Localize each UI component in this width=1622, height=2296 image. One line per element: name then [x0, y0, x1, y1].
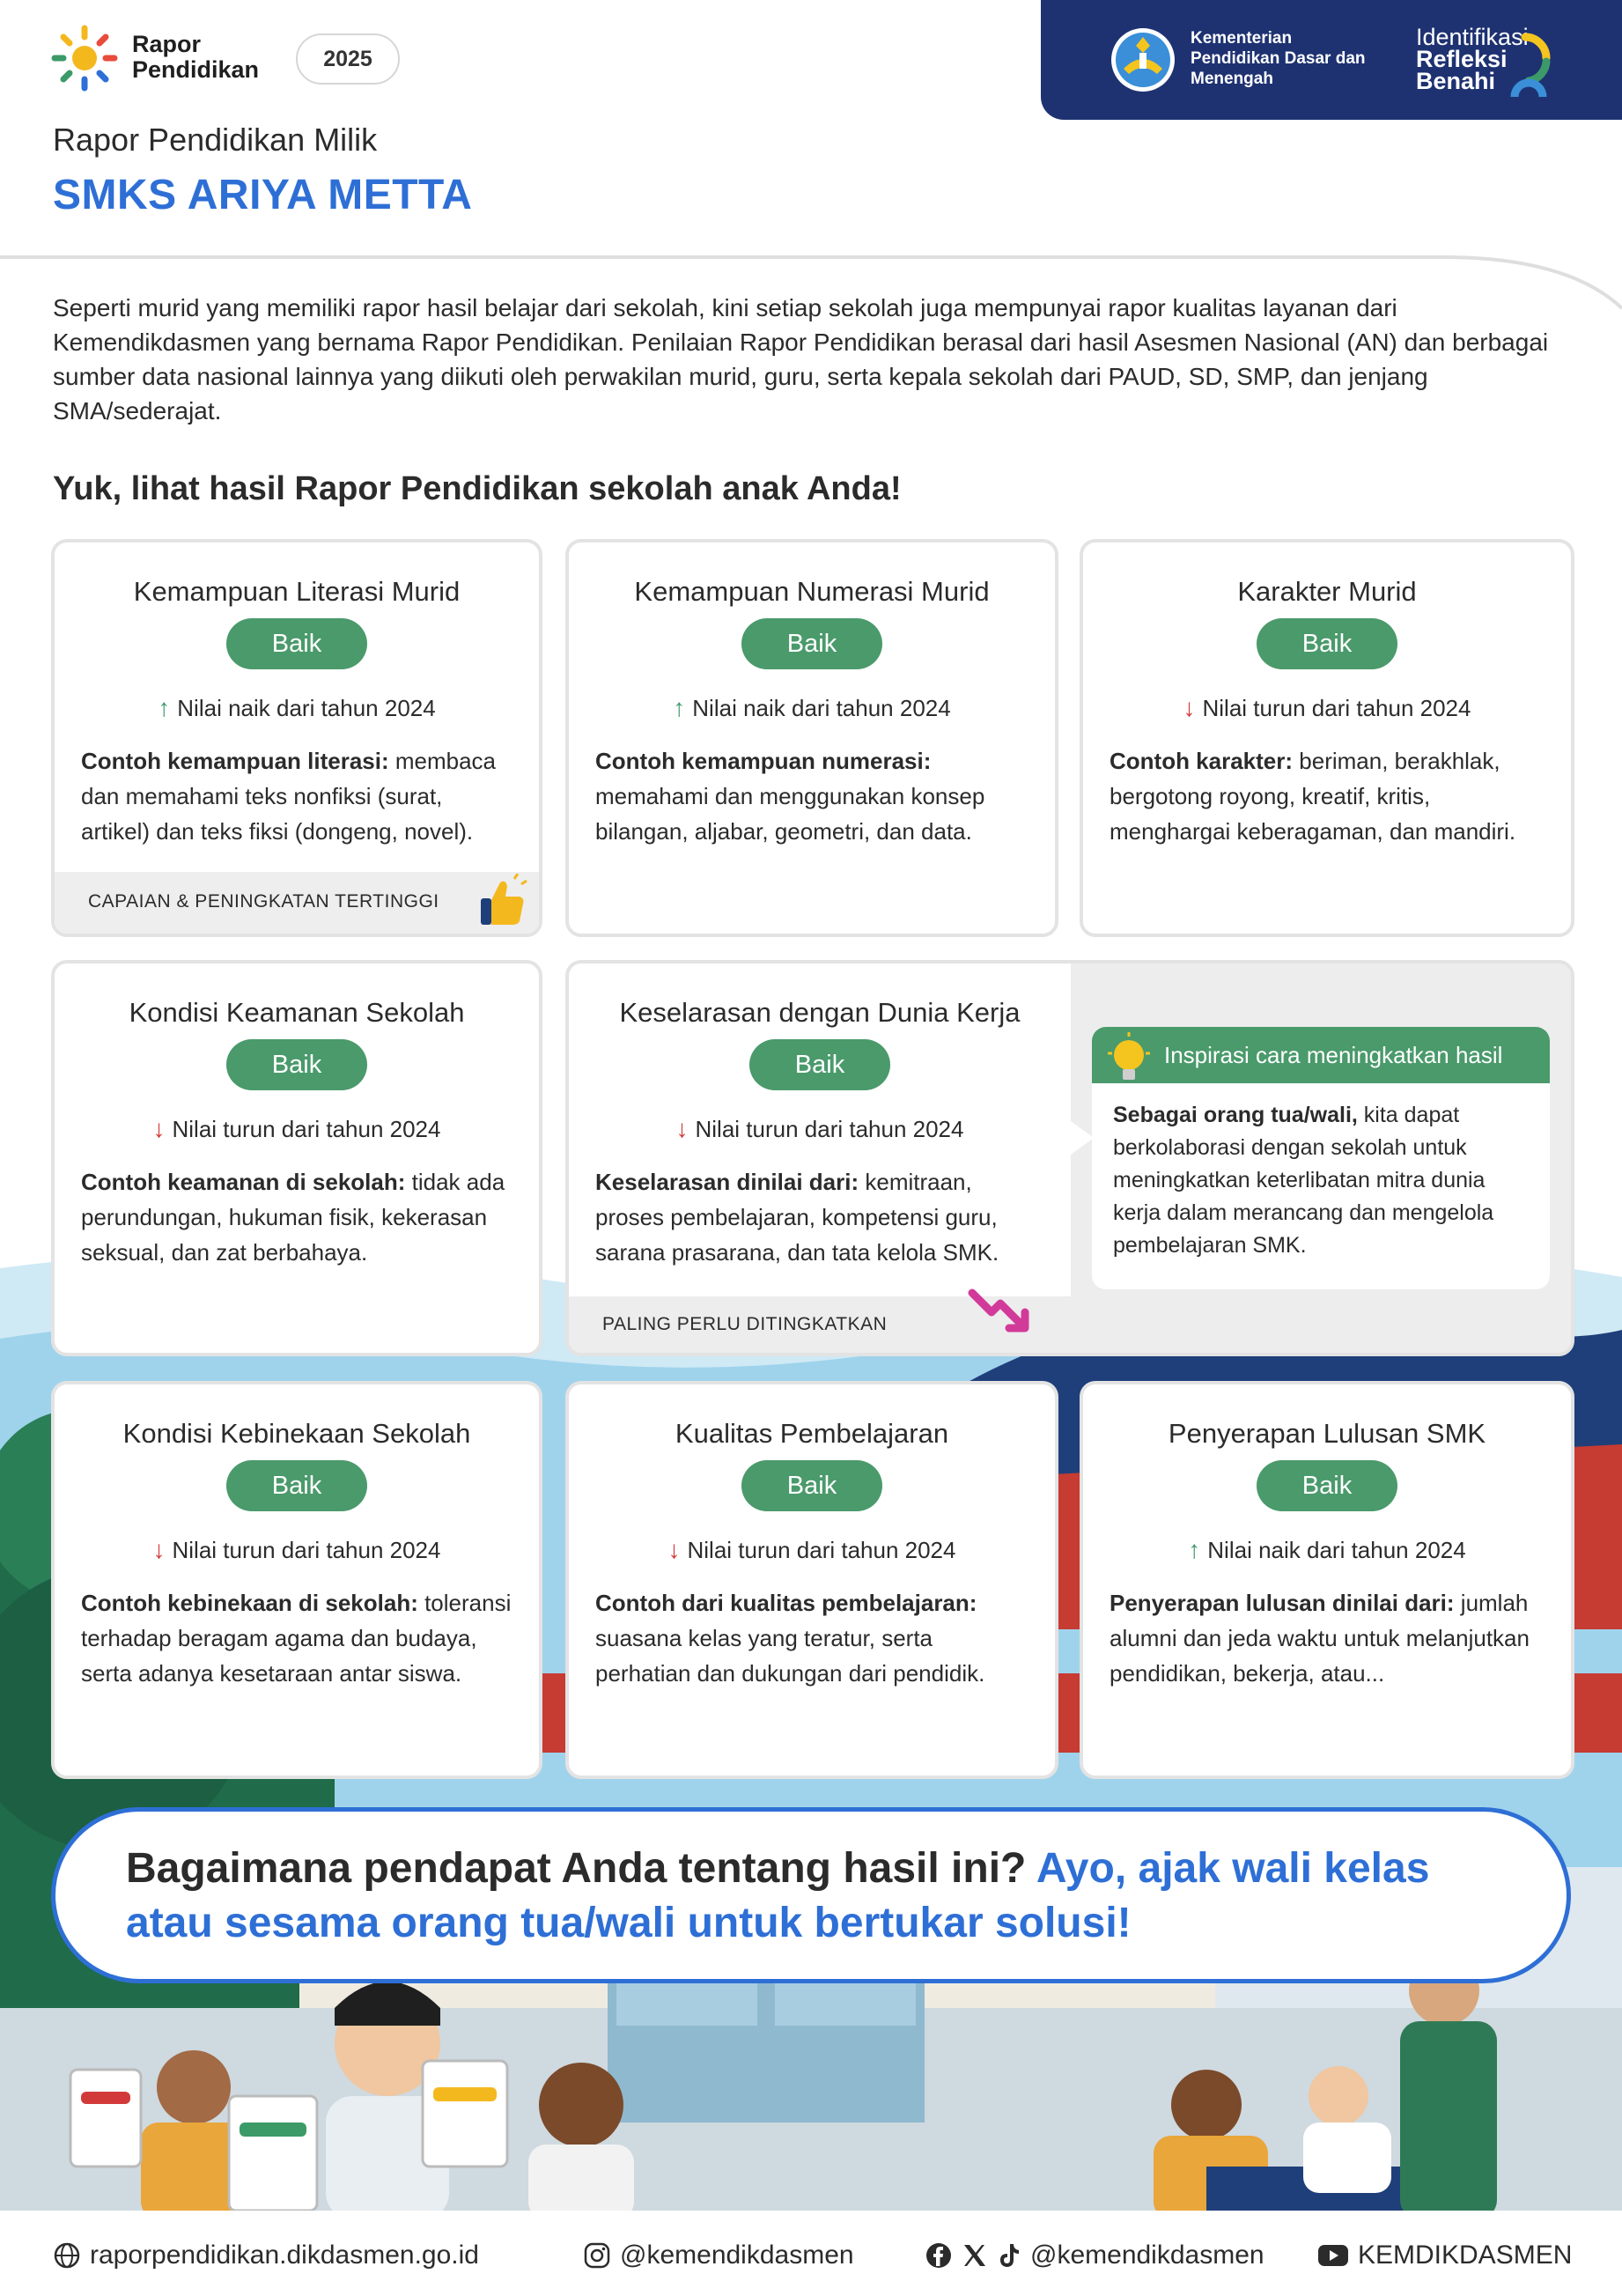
logo-line-1: Rapor — [132, 31, 202, 57]
description-text: toleransi terhadap beragam agama dan budaya, serta adanya kesetaraan antar siswa. — [81, 1590, 512, 1687]
status-badge: Baik — [741, 618, 882, 669]
description-label: Keselarasan dinilai dari: — [595, 1169, 859, 1195]
ministry-line-1: Kementerian — [1191, 29, 1293, 48]
trend-text — [1083, 1536, 1571, 1564]
description-text: suasana kelas yang teratur, serta perhatian dan dukungan dari pendidik. — [595, 1625, 985, 1687]
instagram-handle[interactable]: @kemendikdasmen — [620, 2241, 854, 2270]
tip-box — [1092, 1027, 1550, 1289]
status-badge: Baik — [749, 1039, 890, 1090]
trend-label: Nilai turun dari tahun 2024 — [1202, 695, 1471, 721]
irb-line-3: Benahi — [1416, 68, 1496, 94]
card-title: Karakter Murid — [1237, 576, 1417, 607]
card-title: Kemampuan Numerasi Murid — [634, 576, 990, 607]
globe-icon — [53, 2241, 81, 2270]
needs-improvement-label: PALING PERLU DITINGKATKAN — [602, 1314, 888, 1334]
footer-website[interactable] — [53, 2241, 479, 2270]
trend-label: Nilai naik dari tahun 2024 — [1207, 1537, 1466, 1563]
card-description — [1110, 1585, 1545, 1691]
card-keselarasan-main — [569, 963, 1071, 1296]
footer-youtube[interactable] — [1317, 2241, 1572, 2270]
trend-text — [55, 694, 539, 722]
irb-line-2: Refleksi — [1416, 46, 1508, 72]
description-text: kemitraan, proses pembelajaran, kompetensi guru, sarana prasarana, dan tata kelola SMK. — [595, 1169, 999, 1266]
card-description — [595, 743, 1028, 849]
year-badge: 2025 — [296, 33, 400, 85]
status-badge: Baik — [226, 1460, 367, 1511]
card-numerasi — [565, 539, 1058, 937]
logo-line-2: Pendidikan — [132, 56, 260, 83]
description-text: tidak ada perundungan, hukuman fisik, kekerasan seksual, dan zat berbahaya. — [81, 1169, 505, 1266]
facebook-icon — [925, 2241, 953, 2270]
cta-action: Ayo, ajak wali kelas atau sesama orang tua/wali untuk bertukar solusi! — [126, 1845, 1430, 1946]
section-title: Yuk, lihat hasil Rapor Pendidikan sekolah anak Anda! — [53, 470, 902, 507]
card-penyerapan-lulusan — [1080, 1381, 1574, 1779]
card-description — [595, 1585, 1028, 1691]
youtube-icon — [1317, 2243, 1349, 2268]
ministry-line-3: Menengah — [1191, 70, 1273, 88]
school-name: SMKS ARIYA METTA — [53, 172, 473, 218]
trend-down-icon — [967, 1286, 1037, 1347]
description-label: Contoh kebinekaan di sekolah: — [81, 1590, 418, 1616]
description-label: Contoh karakter: — [1110, 748, 1294, 774]
arrow-up-icon: ↑ — [673, 694, 686, 721]
card-footer — [55, 872, 539, 934]
card-keselarasan — [565, 960, 1574, 1356]
description-text: beriman, berakhlak, bergotong royong, kreatif, kritis, menghargai keberagaman, dan mandiri. — [1110, 748, 1516, 845]
status-badge: Baik — [226, 618, 367, 669]
irb-line-1: Identifikasi — [1416, 24, 1529, 50]
trend-text — [1083, 694, 1571, 722]
status-badge: Baik — [1257, 618, 1397, 669]
description-text: memahami dan menggunakan konsep bilangan, aljabar, geometri, dan data. — [595, 783, 985, 845]
rapor-pendidikan-logo-icon — [51, 25, 118, 92]
card-literasi — [51, 539, 542, 937]
trend-label: Nilai naik dari tahun 2024 — [177, 695, 436, 721]
status-badge: Baik — [1257, 1460, 1397, 1511]
description-text: jumlah alumni dan jeda waktu untuk melanjutkan pendidikan, bekerja, atau... — [1110, 1590, 1530, 1687]
card-title: Kualitas Pembelajaran — [675, 1418, 949, 1449]
card-keamanan — [51, 960, 542, 1356]
card-title: Penyerapan Lulusan SMK — [1168, 1418, 1486, 1449]
card-title: Kondisi Keamanan Sekolah — [129, 997, 465, 1028]
instagram-icon — [583, 2241, 611, 2270]
trend-text — [55, 1536, 539, 1564]
social-handle[interactable]: @kemendikdasmen — [1030, 2241, 1264, 2270]
arrow-up-icon: ↑ — [158, 694, 171, 721]
tip-header — [1092, 1027, 1550, 1083]
tip-label: Sebagai orang tua/wali, — [1113, 1103, 1358, 1127]
trend-label: Nilai turun dari tahun 2024 — [172, 1537, 441, 1563]
card-kebinekaan — [51, 1381, 542, 1779]
tip-pointer — [1067, 1118, 1094, 1157]
status-badge: Baik — [226, 1039, 367, 1090]
trend-text — [569, 1115, 1071, 1143]
logo-text — [132, 32, 259, 83]
tip-text: kita dapat berkolaborasi dengan sekolah untuk meningkatkan keterlibatan mitra dunia kerja dalam merancang dan mengelola pembelajaran SMK. — [1113, 1103, 1494, 1258]
card-title: Keselarasan dengan Dunia Kerja — [619, 997, 1021, 1028]
description-label: Contoh keamanan di sekolah: — [81, 1169, 406, 1195]
tut-wuri-handayani-emblem-icon — [1110, 26, 1176, 93]
card-pembelajaran — [565, 1381, 1058, 1779]
x-twitter-icon — [962, 2242, 988, 2269]
footer-social[interactable] — [925, 2241, 1264, 2270]
arrow-up-icon: ↑ — [1188, 1536, 1201, 1563]
ministry-name — [1191, 28, 1393, 89]
lightbulb-icon — [1104, 1032, 1154, 1089]
page-subtitle: Rapor Pendidikan Milik — [53, 122, 378, 158]
card-title: Kemampuan Literasi Murid — [133, 576, 461, 607]
trend-label: Nilai turun dari tahun 2024 — [172, 1116, 441, 1142]
trend-text — [569, 694, 1055, 722]
intro-paragraph: Seperti murid yang memiliki rapor hasil belajar dari sekolah, kini setiap sekolah juga mempunyai rapor kualitas layanan dari Kemendikdasmen yang bernama Rapor Pendidikan. Penilaian Rapor Pendidikan berasal dari hasil Asesmen Nasional (AN) dan berbagai sumber data nasional lainnya yang diikuti oleh perwakilan murid, guru, serta kepala sekolah dari PAUD, SD, SMP, dan jenjang SMA/sederajat. — [53, 294, 1549, 425]
footer — [0, 2211, 1622, 2296]
card-description — [1110, 743, 1545, 849]
description-label: Contoh kemampuan numerasi: — [595, 748, 932, 774]
call-to-action-banner — [51, 1807, 1571, 1983]
description-label: Contoh dari kualitas pembelajaran: — [595, 1590, 977, 1616]
tip-title: Inspirasi cara meningkatkan hasil — [1164, 1042, 1503, 1068]
cta-question: Bagaimana pendapat Anda tentang hasil ini? — [126, 1845, 1036, 1892]
description-label: Contoh kemampuan literasi: — [81, 748, 389, 774]
arrow-down-icon: ↓ — [675, 1115, 689, 1142]
card-karakter — [1080, 539, 1574, 937]
website-link[interactable]: rapor​pendidikan.dikdasmen.go.id — [90, 2241, 479, 2270]
trend-label: Nilai turun dari tahun 2024 — [687, 1537, 956, 1563]
trend-text — [569, 1536, 1055, 1564]
irb-arc-icon — [1481, 23, 1557, 97]
footer-instagram[interactable] — [583, 2241, 854, 2270]
tip-body — [1113, 1099, 1529, 1262]
highlight-label: CAPAIAN & PENINGKATAN TERTINGGI — [88, 891, 439, 912]
youtube-channel[interactable]: KEMDIKDASMEN — [1358, 2241, 1573, 2270]
arrow-down-icon: ↓ — [152, 1115, 166, 1142]
description-text: membaca dan memahami teks nonfiksi (surat, artikel) dan teks fiksi (dongeng, novel). — [81, 748, 497, 845]
trend-label: Nilai turun dari tahun 2024 — [695, 1116, 964, 1142]
description-label: Penyerapan lulusan dinilai dari: — [1110, 1590, 1455, 1616]
card-description — [81, 1164, 512, 1270]
trend-label: Nilai naik dari tahun 2024 — [692, 695, 951, 721]
trend-text — [55, 1115, 539, 1143]
tiktok-icon — [997, 2242, 1021, 2269]
arrow-down-icon: ↓ — [1183, 694, 1196, 721]
card-description — [81, 1585, 512, 1691]
card-description — [595, 1164, 1044, 1270]
arrow-down-icon: ↓ — [667, 1536, 681, 1563]
cta-text — [126, 1842, 1514, 1951]
status-badge: Baik — [741, 1460, 882, 1511]
thumbs-up-icon — [474, 874, 530, 930]
card-title: Kondisi Kebinekaan Sekolah — [122, 1418, 471, 1449]
card-description — [81, 743, 512, 849]
ministry-line-2: Pendidikan Dasar dan — [1191, 49, 1366, 68]
arrow-down-icon: ↓ — [152, 1536, 166, 1563]
